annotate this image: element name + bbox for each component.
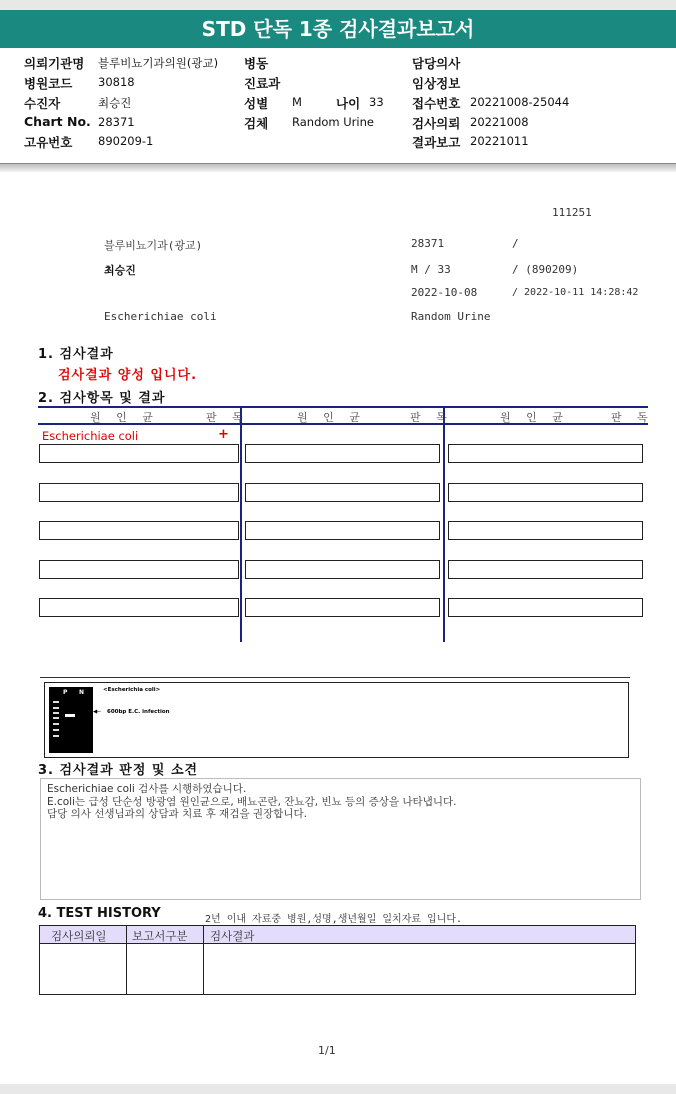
section3-title: 3. 검사결과 판정 및 소견 (38, 763, 199, 778)
comment-box (40, 778, 641, 900)
request-value: 20221008 (470, 115, 529, 129)
result-cell (245, 444, 440, 463)
info-test-name: Escherichiae coli (104, 310, 217, 323)
age-value: 33 (369, 95, 384, 109)
gel-lane-p: P (63, 689, 68, 696)
col-judgment-3: 판 독 (611, 411, 654, 424)
hospital-code-value: 30818 (98, 75, 135, 89)
history-table (39, 925, 636, 995)
section4-title: 4. TEST HISTORY (38, 906, 161, 921)
report-title: STD 단독 1종 검사결과보고서 (0, 10, 676, 48)
gel-positive-band (65, 714, 75, 717)
result-cell (245, 483, 440, 502)
institution-label: 의뢰기관명 (24, 56, 85, 71)
unique-label: 고유번호 (24, 135, 73, 150)
info-specimen: Random Urine (411, 310, 491, 323)
info-sex-age: M / 33 (411, 263, 451, 276)
col-judgment-1: 판 독 (206, 411, 249, 424)
result-cell (448, 598, 643, 617)
history-col1-label: 검사의뢰일 (51, 929, 107, 943)
chart-label: Chart No. (24, 114, 91, 129)
results-grid-divider-2 (443, 406, 445, 642)
gel-ladder-band (53, 707, 59, 709)
specimen-label: 검체 (244, 116, 269, 131)
history-note: 2년 이내 자료중 병원,성명,생년월일 일치자료 입니다. (205, 914, 463, 925)
info-clinic: 블루비뇨기과(광교) (104, 239, 203, 252)
clinical-label: 임상정보 (412, 76, 461, 91)
gel-ladder-band (53, 712, 59, 714)
col-judgment-2: 판 독 (410, 411, 453, 424)
result-judgment-1: + (218, 427, 229, 442)
bottom-margin (0, 1084, 676, 1094)
result-cell (39, 521, 239, 540)
result-cell (245, 598, 440, 617)
results-grid-top-border (38, 406, 648, 408)
specimen-value: Random Urine (292, 115, 374, 129)
unique-value: 890209-1 (98, 134, 154, 148)
result-cell (448, 483, 643, 502)
info-chart: 28371 (411, 237, 445, 250)
report-value: 20221011 (470, 134, 529, 148)
gel-ladder-band (53, 723, 59, 725)
request-label: 검사의뢰 (412, 116, 461, 131)
receipt-label: 접수번호 (412, 96, 461, 111)
patient-label: 수진자 (24, 96, 61, 111)
result-cell (245, 560, 440, 579)
gel-ladder-band (53, 717, 59, 719)
gel-ladder-band (53, 735, 59, 737)
col-pathogen-2: 원 인 균 (297, 411, 366, 424)
result-cell (39, 560, 239, 579)
dept-label: 진료과 (244, 76, 281, 91)
gel-ladder-band (53, 701, 59, 703)
info-report-datetime: / 2022-10-11 14:28:42 (512, 287, 639, 298)
gel-electrophoresis-image (49, 687, 93, 753)
col-pathogen-3: 원 인 균 (500, 411, 569, 424)
header-shadow (0, 164, 676, 172)
gel-title: <Escherichia coli> (103, 687, 161, 693)
info-slash: / (512, 237, 519, 250)
col-pathogen-1: 원 인 균 (90, 411, 159, 424)
positive-result-text: 검사결과 양성 입니다. (58, 368, 198, 383)
result-cell (245, 521, 440, 540)
report-label: 결과보고 (412, 135, 461, 150)
gel-image-frame (44, 682, 629, 758)
result-cell (39, 444, 239, 463)
comment-line-3: 담당 의사 선생님과의 상담과 치료 후 재검을 권장합니다. (47, 808, 307, 820)
gel-ladder-band (53, 729, 59, 731)
result-cell (448, 444, 643, 463)
result-cell (39, 483, 239, 502)
info-birth: / (890209) (512, 263, 579, 276)
patient-value: 최승진 (98, 96, 132, 110)
doctor-label: 담당의사 (412, 56, 461, 71)
ward-label: 병동 (244, 56, 269, 71)
result-cell (39, 598, 239, 617)
gel-lane-n: N (79, 689, 85, 696)
hospital-code-label: 병원코드 (24, 76, 73, 91)
receipt-value: 20221008-25044 (470, 95, 570, 109)
age-label: 나이 (336, 96, 361, 111)
id-number: 111251 (552, 206, 592, 219)
gel-band-label: 600bp E.C. infection (107, 709, 170, 715)
results-grid-divider-1 (240, 406, 242, 642)
result-pathogen-1: Escherichiae coli (42, 429, 139, 443)
sex-value: M (292, 95, 302, 109)
info-patient: 최승진 (104, 264, 136, 277)
gel-top-line (40, 677, 630, 678)
section2-title: 2. 검사항목 및 결과 (38, 391, 166, 406)
sex-label: 성별 (244, 96, 269, 111)
top-margin (0, 0, 676, 10)
page-number: 1/1 (318, 1044, 336, 1057)
comment-line-1: Escherichiae coli 검사를 시행하였습니다. (47, 783, 247, 795)
result-cell (448, 560, 643, 579)
gel-arrow-icon: ◀─ (93, 709, 101, 715)
chart-value: 28371 (98, 115, 135, 129)
institution-value: 블루비뇨기과의원(광교) (98, 56, 219, 70)
info-request-date: 2022-10-08 (411, 286, 478, 299)
result-cell (448, 521, 643, 540)
section1-title: 1. 검사결과 (38, 347, 114, 362)
comment-line-2: E.coli는 급성 단순성 방광염 원인균으로, 배뇨곤란, 잔뇨감, 빈뇨 등의 증상을 나타냅니다. (47, 795, 457, 808)
history-col3-label: 검사결과 (210, 929, 255, 943)
history-col2-label: 보고서구분 (132, 929, 188, 943)
